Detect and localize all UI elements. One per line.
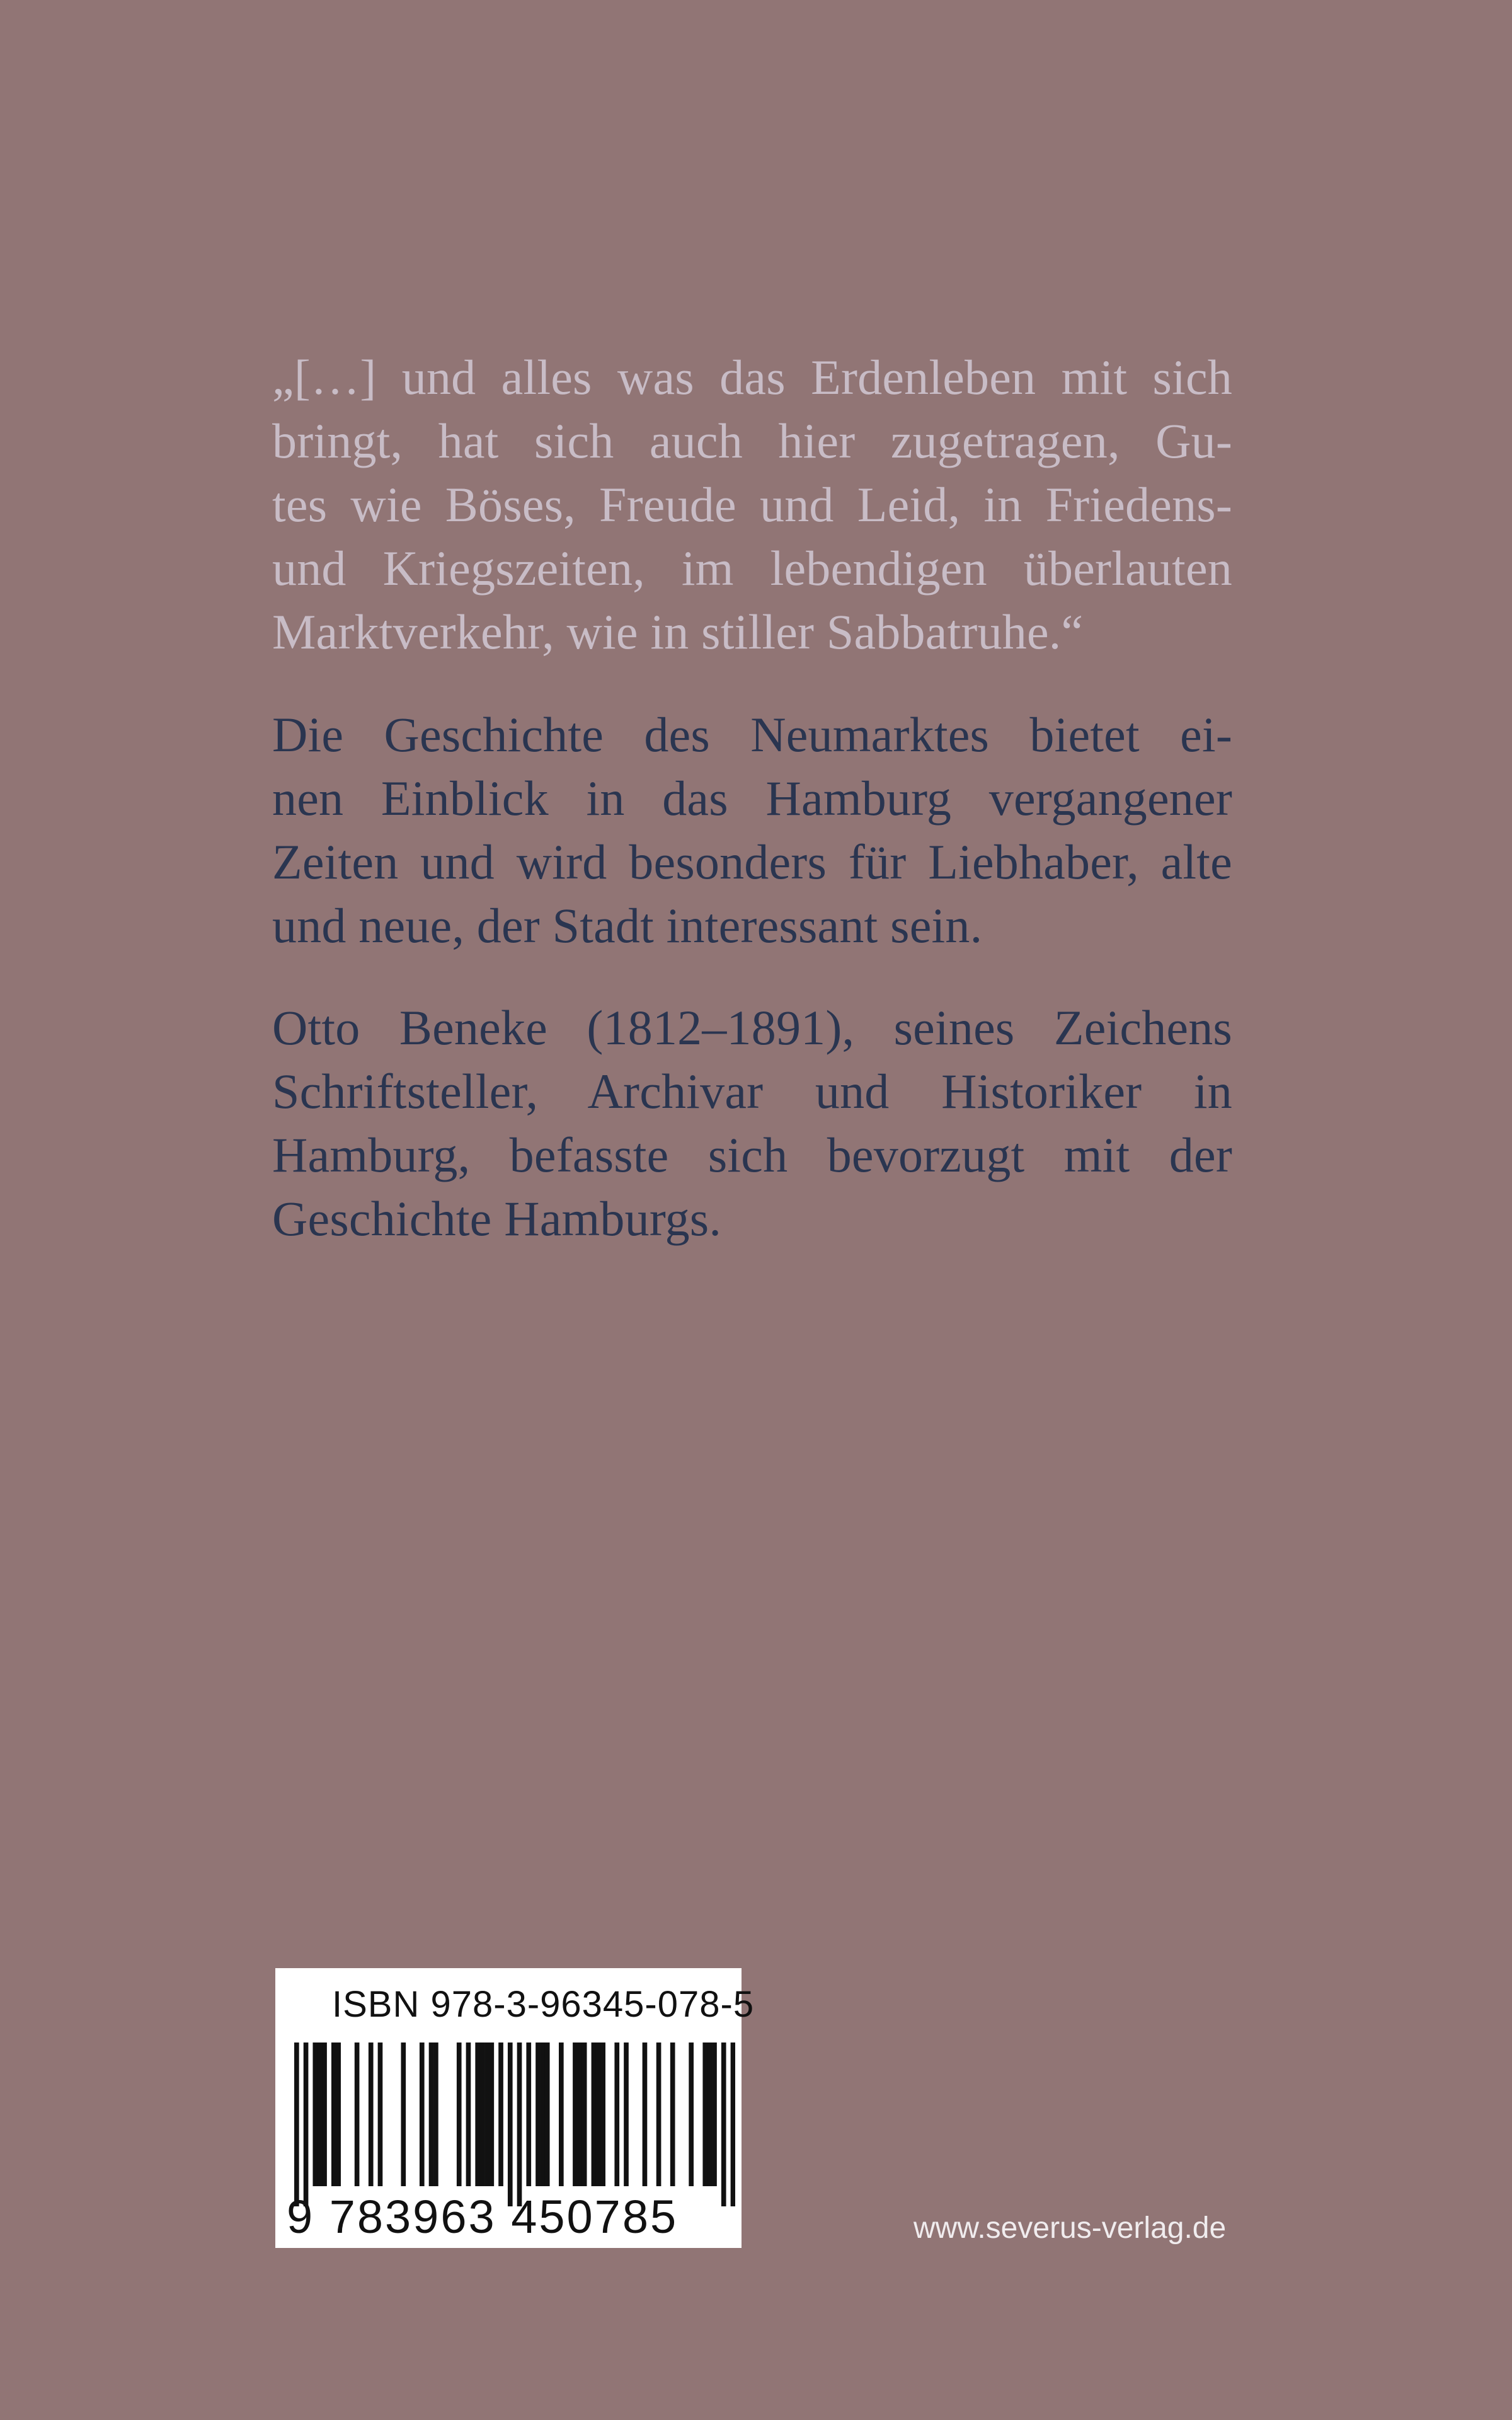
isbn-label: ISBN 978-3-96345-078-5 <box>332 1984 755 2025</box>
barcode-bar <box>596 2043 601 2186</box>
barcode-bar <box>475 2043 480 2186</box>
barcode-bar <box>312 2043 318 2186</box>
quote-line: „[…] und alles was das Erdenleben mit sich <box>272 350 1232 405</box>
barcode-bars <box>294 2043 735 2206</box>
barcode-bar <box>731 2043 735 2206</box>
barcode-bar <box>526 2043 531 2186</box>
barcode-bar <box>429 2043 434 2186</box>
blurb-paragraph <box>272 703 1232 957</box>
barcode-bar <box>707 2043 713 2186</box>
barcode-digits: 9 783963 450785 <box>287 2191 679 2243</box>
barcode-bar <box>541 2043 546 2186</box>
barcode-bar <box>480 2043 485 2186</box>
publisher-website: www.severus-verlag.de <box>914 2211 1227 2245</box>
barcode-bar <box>517 2043 522 2206</box>
barcode-bar <box>355 2043 360 2186</box>
barcode-bar <box>624 2043 629 2186</box>
bio-line: Geschichte Hamburgs. <box>272 1191 722 1246</box>
barcode-bar <box>689 2043 694 2186</box>
isbn-barcode <box>275 1968 755 2248</box>
barcode-bar <box>592 2043 597 2186</box>
barcode-bar <box>378 2043 383 2186</box>
blurb-line: Zeiten und wird besonders für Liebhaber, alte <box>272 834 1232 889</box>
quote-line: tes wie Böses, Freude und Leid, in Friedens- <box>272 477 1232 532</box>
barcode-bar <box>336 2043 341 2186</box>
blurb-line: und neue, der Stadt interessant sein. <box>272 898 983 953</box>
barcode-bar <box>536 2043 541 2186</box>
barcode-bar <box>721 2043 726 2206</box>
barcode-bar <box>643 2043 648 2186</box>
barcode-bar <box>600 2043 605 2186</box>
barcode-bar <box>331 2043 336 2186</box>
barcode-bar <box>466 2043 471 2186</box>
barcode-bar <box>614 2043 619 2186</box>
barcode-bar <box>369 2043 374 2186</box>
blurb-line: Die Geschichte des Neumarktes bietet ei- <box>272 707 1232 762</box>
barcode-bar <box>498 2043 503 2186</box>
barcode-bar <box>318 2043 323 2186</box>
barcode-bar <box>420 2043 425 2186</box>
bio-line: Hamburg, befasste sich bevorzugt mit der <box>272 1127 1232 1182</box>
barcode-bar <box>322 2043 327 2186</box>
blurb-line: nen Einblick in das Hamburg vergangener <box>272 771 1232 826</box>
barcode-bar <box>573 2043 578 2186</box>
barcode-bar <box>508 2043 513 2206</box>
barcode-bar <box>702 2043 707 2186</box>
barcode-bar <box>484 2043 490 2186</box>
quote-line: bringt, hat sich auch hier zugetragen, Gu- <box>272 413 1232 468</box>
barcode-bar <box>401 2043 406 2186</box>
bio-line: Otto Beneke (1812–1891), seines Zeichens <box>272 1000 1232 1055</box>
barcode-bar <box>670 2043 675 2186</box>
barcode-bar <box>559 2043 564 2186</box>
barcode-bar <box>656 2043 662 2186</box>
quote-line: Marktverkehr, wie in stiller Sabbatruhe.“ <box>272 604 1084 659</box>
barcode-bar <box>577 2043 582 2186</box>
barcode-bar <box>294 2043 299 2206</box>
barcode-bar <box>712 2043 717 2186</box>
barcode-bar <box>489 2043 494 2186</box>
author-bio-paragraph <box>272 996 1232 1250</box>
barcode-bar <box>545 2043 550 2186</box>
quote-line: und Kriegszeiten, im lebendigen überlauten <box>272 541 1232 596</box>
quote-paragraph <box>272 345 1232 664</box>
barcode-bar <box>433 2043 438 2186</box>
barcode-bar <box>582 2043 587 2186</box>
bio-line: Schriftsteller, Archivar und Historiker in <box>272 1064 1232 1119</box>
barcode-bar <box>304 2043 309 2206</box>
barcode-bar <box>457 2043 462 2186</box>
